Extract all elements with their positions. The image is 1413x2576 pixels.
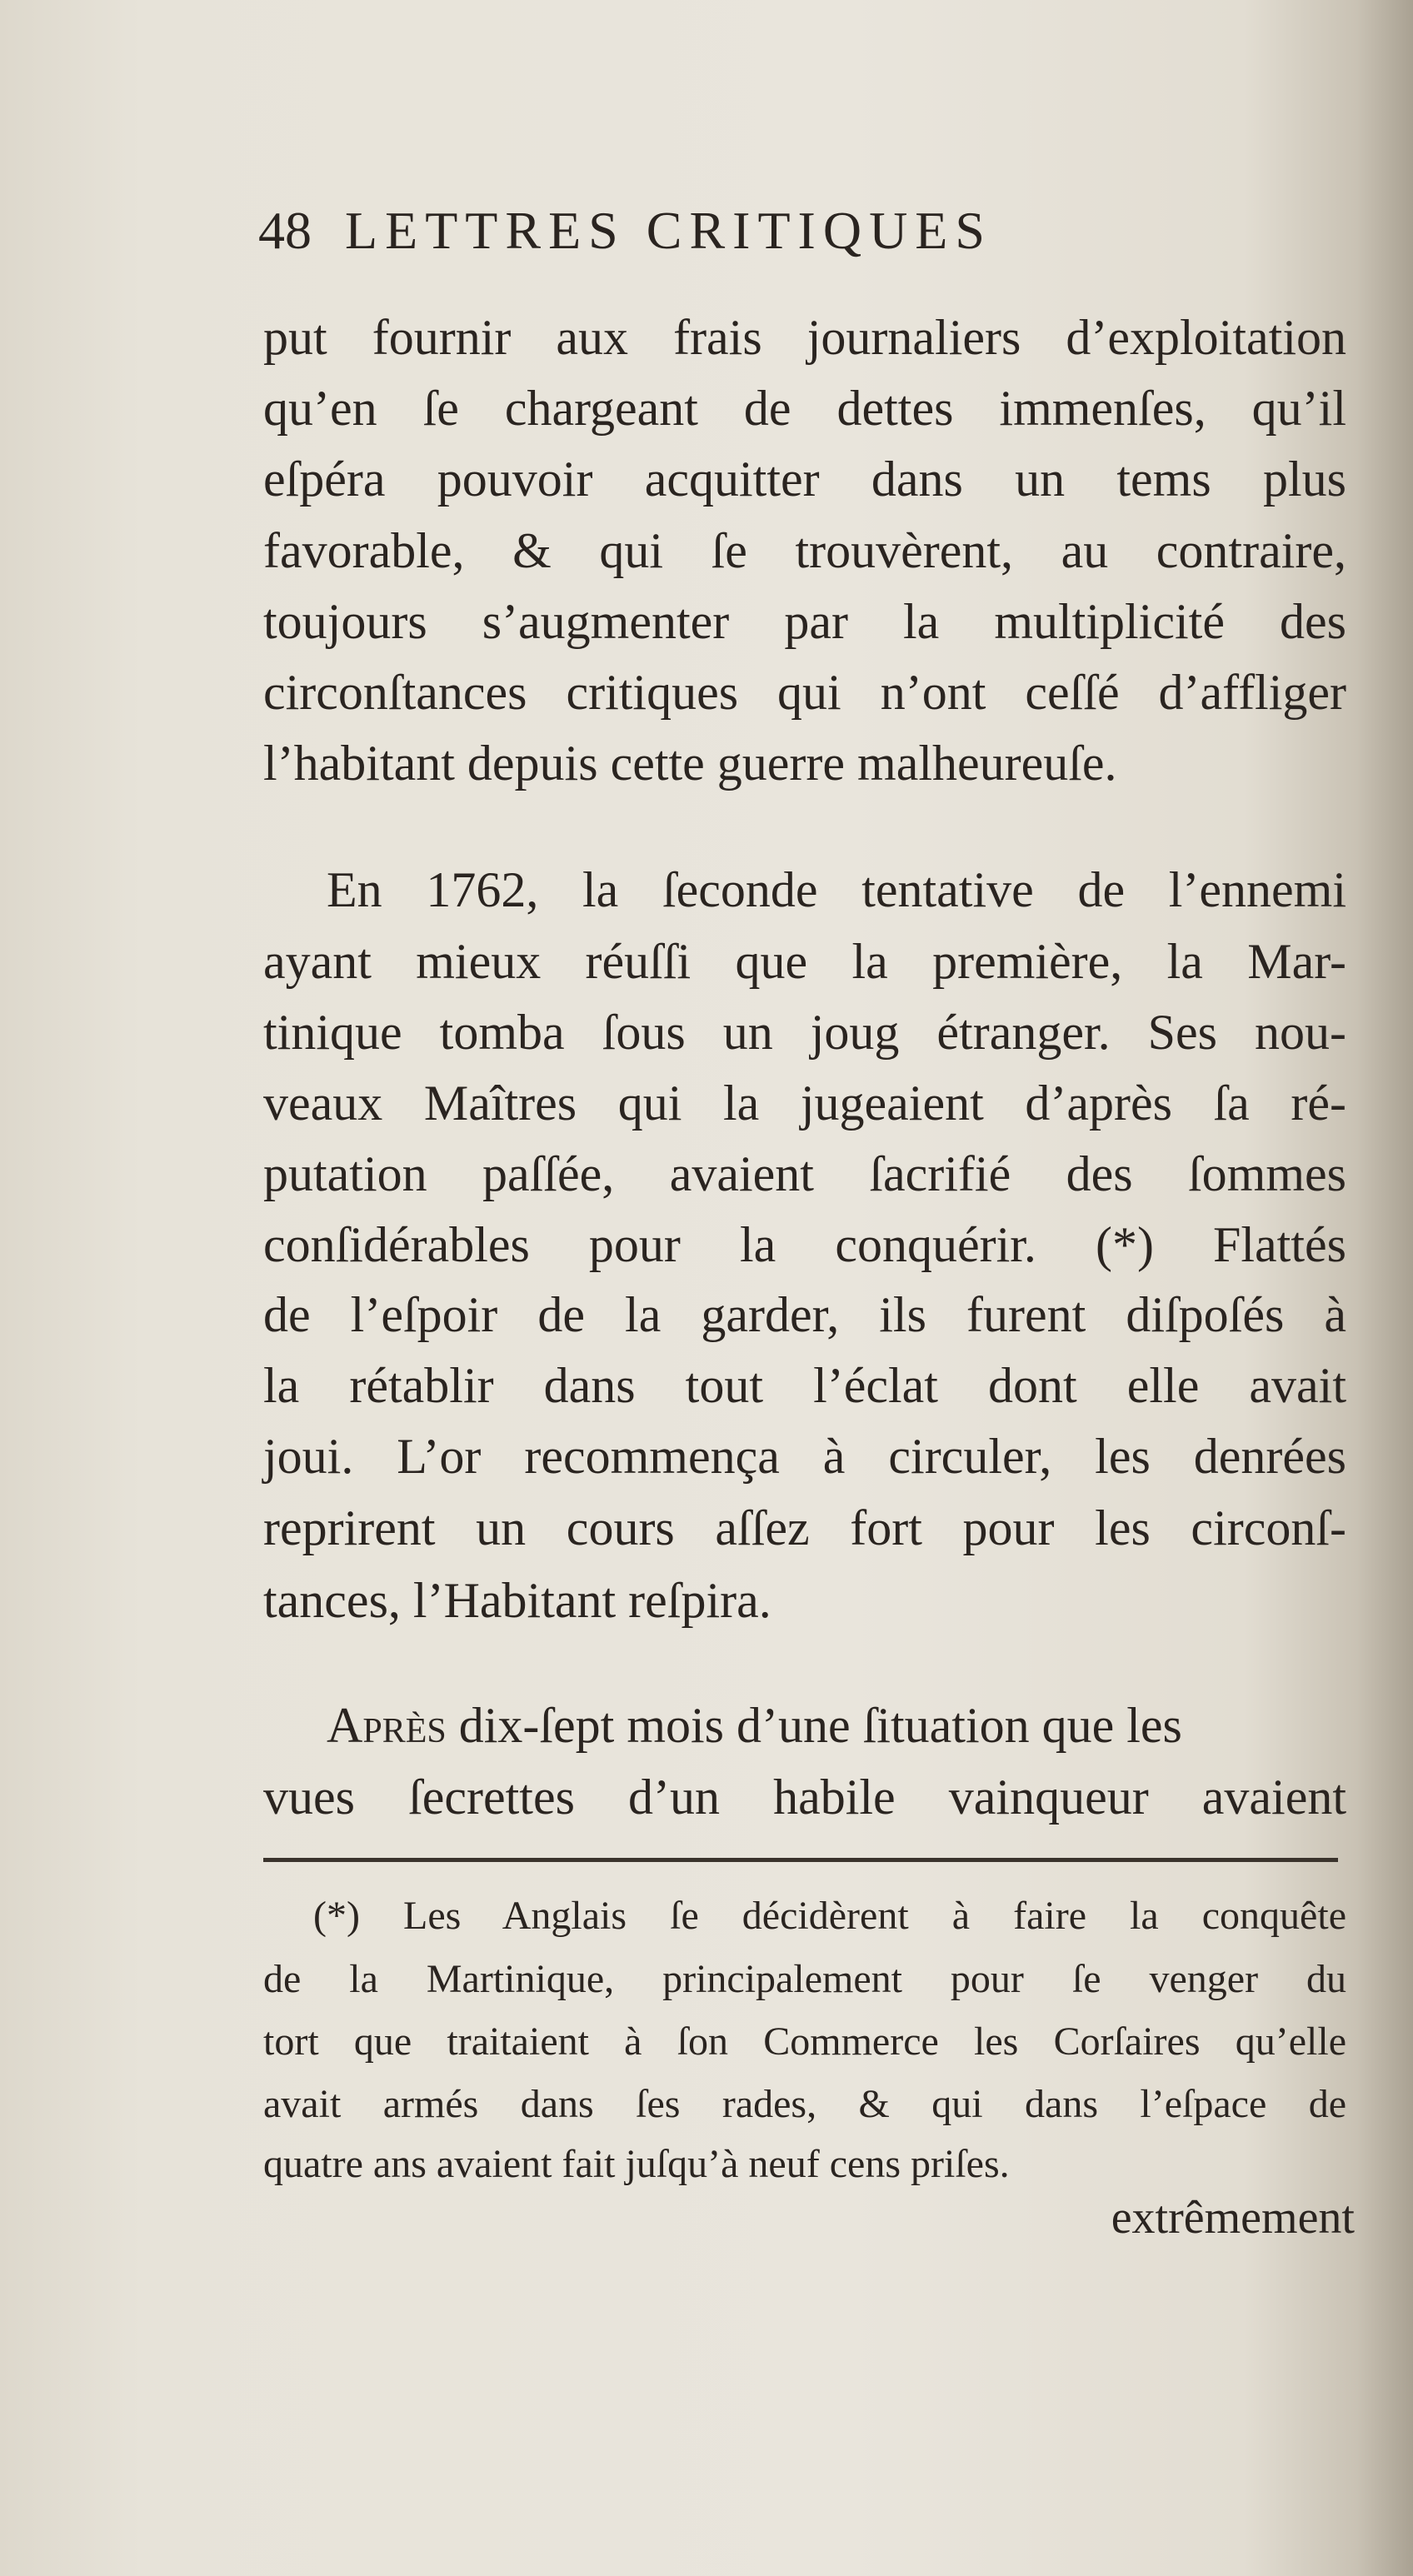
text-line: En 1762, la ſeconde tentative de l’ennemi <box>327 862 1346 917</box>
catchword: extrêmement <box>1111 2192 1355 2244</box>
text-line-rest: dix-ſept mois d’une ſituation que les <box>446 1698 1182 1753</box>
running-header <box>258 200 1258 262</box>
footnote-line: avait armés dans ſes rades, & qui dans l’eſpace de <box>263 2082 1346 2126</box>
text-line: tinique tomba ſous un joug étranger. Ses nou- <box>263 1005 1346 1060</box>
text-line: l’habitant depuis cette guerre malheureuſe. <box>263 736 1117 791</box>
drop-word: Après <box>327 1698 447 1753</box>
text-line: joui. L’or recommença à circuler, les denrées <box>263 1429 1346 1484</box>
text-line: de l’eſpoir de la garder, ils furent diſpoſés à <box>263 1287 1346 1342</box>
footnote-line: (*) Les Anglais ſe décidèrent à faire la conquête <box>313 1894 1346 1938</box>
text-line: eſpéra pouvoir acquitter dans un tems plus <box>263 452 1346 507</box>
text-line: qu’en ſe chargeant de dettes immenſes, qu’il <box>263 381 1346 436</box>
footnote-line: de la Martinique, principalement pour ſe venger du <box>263 1957 1346 2001</box>
text-line: put fournir aux frais journaliers d’exploitation <box>263 310 1346 365</box>
text-line: la rétablir dans tout l’éclat dont elle avait <box>263 1358 1346 1413</box>
footnote-line: quatre ans avaient fait juſqu’à neuf cens priſes. <box>263 2142 1010 2186</box>
text-line: tances, l’Habitant reſpira. <box>263 1573 771 1628</box>
text-line: circonſtances critiques qui n’ont ceſſé d’affliger <box>263 665 1346 720</box>
text-line: conſidérables pour la conquérir. (*) Flattés <box>263 1217 1346 1272</box>
text-line <box>263 1696 1346 1755</box>
text-line: favorable, & qui ſe trouvèrent, au contraire, <box>263 523 1346 578</box>
running-title: LETTRES CRITIQUES <box>345 201 992 260</box>
page-number: 48 <box>258 201 312 260</box>
text-line: veaux Maîtres qui la jugeaient d’après ſa ré- <box>263 1076 1346 1131</box>
footnote-line: tort que traitaient à ſon Commerce les Corſaires qu’elle <box>263 2019 1346 2064</box>
footnote-rule <box>263 1858 1338 1862</box>
text-line: putation paſſée, avaient ſacrifié des ſommes <box>263 1146 1346 1201</box>
text-line: reprirent un cours aſſez fort pour les circonſ- <box>263 1500 1346 1555</box>
text-line: ayant mieux réuſſi que la première, la Mar- <box>263 934 1346 989</box>
text-line: toujours s’augmenter par la multiplicité des <box>263 594 1346 649</box>
text-line: vues ſecrettes d’un habile vainqueur avaient <box>263 1770 1346 1825</box>
